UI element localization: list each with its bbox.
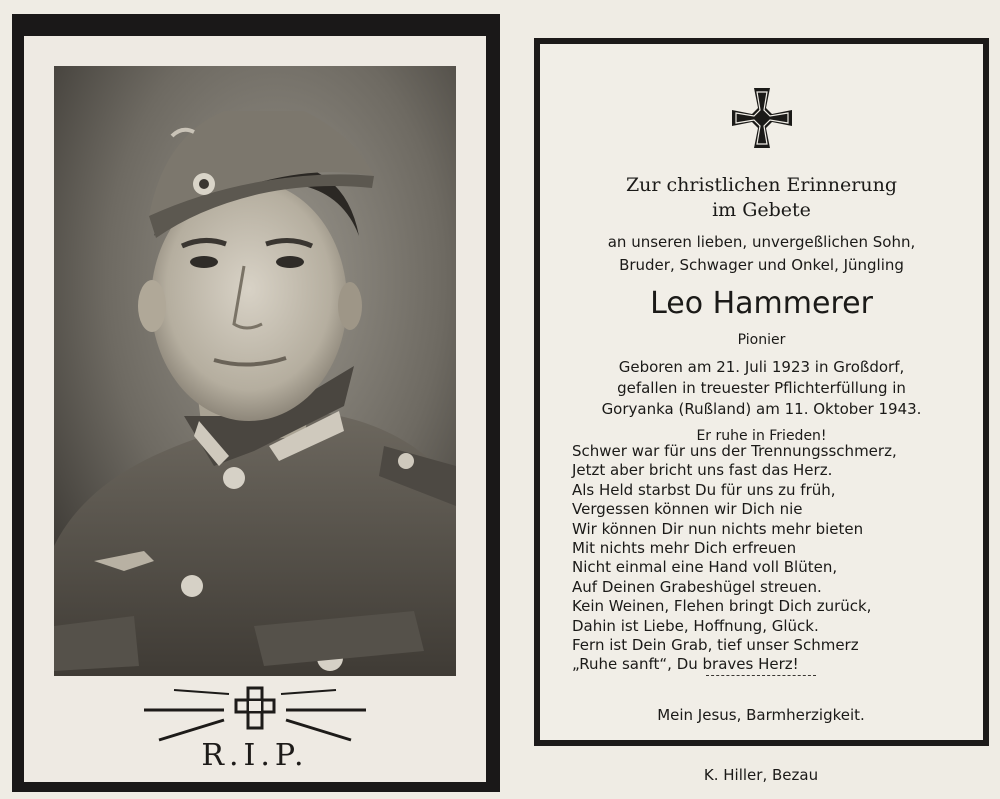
soldier-portrait-photo [54,66,456,676]
poem-line: Schwer war für uns der Trennungsschmerz, [572,442,897,460]
poem-line: Nicht einmal eine Hand voll Blüten, [572,558,838,577]
bio-line-2: gefallen in treuester Pflichterfüllung in [617,379,906,397]
poem-line: Jetzt aber bricht uns fast das Herz. [572,461,833,480]
poem-line: Kein Weinen, Flehen bringt Dich zurück, [572,597,872,616]
deceased-name: Leo Hammerer [650,286,873,321]
heading-line-1: Zur christlichen Erinnerung [625,174,897,196]
intro-line-2: Bruder, Schwager und Onkel, Jüngling [619,256,904,274]
poem-line: Als Held starbst Du für uns zu früh, [572,480,836,499]
printer-credit: K. Hiller, Bezau [703,766,819,784]
rip-inscription: R.I.P. [201,738,309,773]
poem-line: Mit nichts mehr Dich erfreuen [572,538,797,557]
military-rank: Pionier [737,332,786,348]
poem-line: Fern ist Dein Grab, tief unser Schmerz [572,635,859,654]
poem-line: Wir können Dir nun nichts mehr bieten [572,519,864,538]
intro-line-1: an unseren lieben, unvergeßlichen Sohn, [607,233,916,251]
memorial-photo-card [12,14,500,792]
heading-line-2: im Gebete [712,199,811,221]
portrait-illustration [54,66,456,676]
closing-prayer: Mein Jesus, Barmherzigkeit. [657,706,865,724]
closing-divider [706,675,816,676]
memorial-poem [572,442,972,675]
memorial-text-card [526,18,996,794]
bio-line-1: Geboren am 21. Juli 1923 in Großdorf, [618,358,905,376]
poem-line: „Ruhe sanft“, Du braves Herz! [572,655,799,674]
rest-in-peace-line: Er ruhe in Frieden! [696,428,827,444]
rip-emblem-area [24,686,486,782]
poem-line: Auf Deinen Grabeshügel streuen. [572,577,822,596]
photo-card-inner [24,36,486,782]
poem-line: Dahin ist Liebe, Hoffnung, Glück. [572,616,819,635]
poem-line: Vergessen können wir Dich nie [572,500,803,519]
iron-cross-icon [730,86,794,150]
bio-line-3: Goryanka (Rußland) am 11. Oktober 1943. [601,400,922,418]
cross-rays-icon [24,686,486,746]
